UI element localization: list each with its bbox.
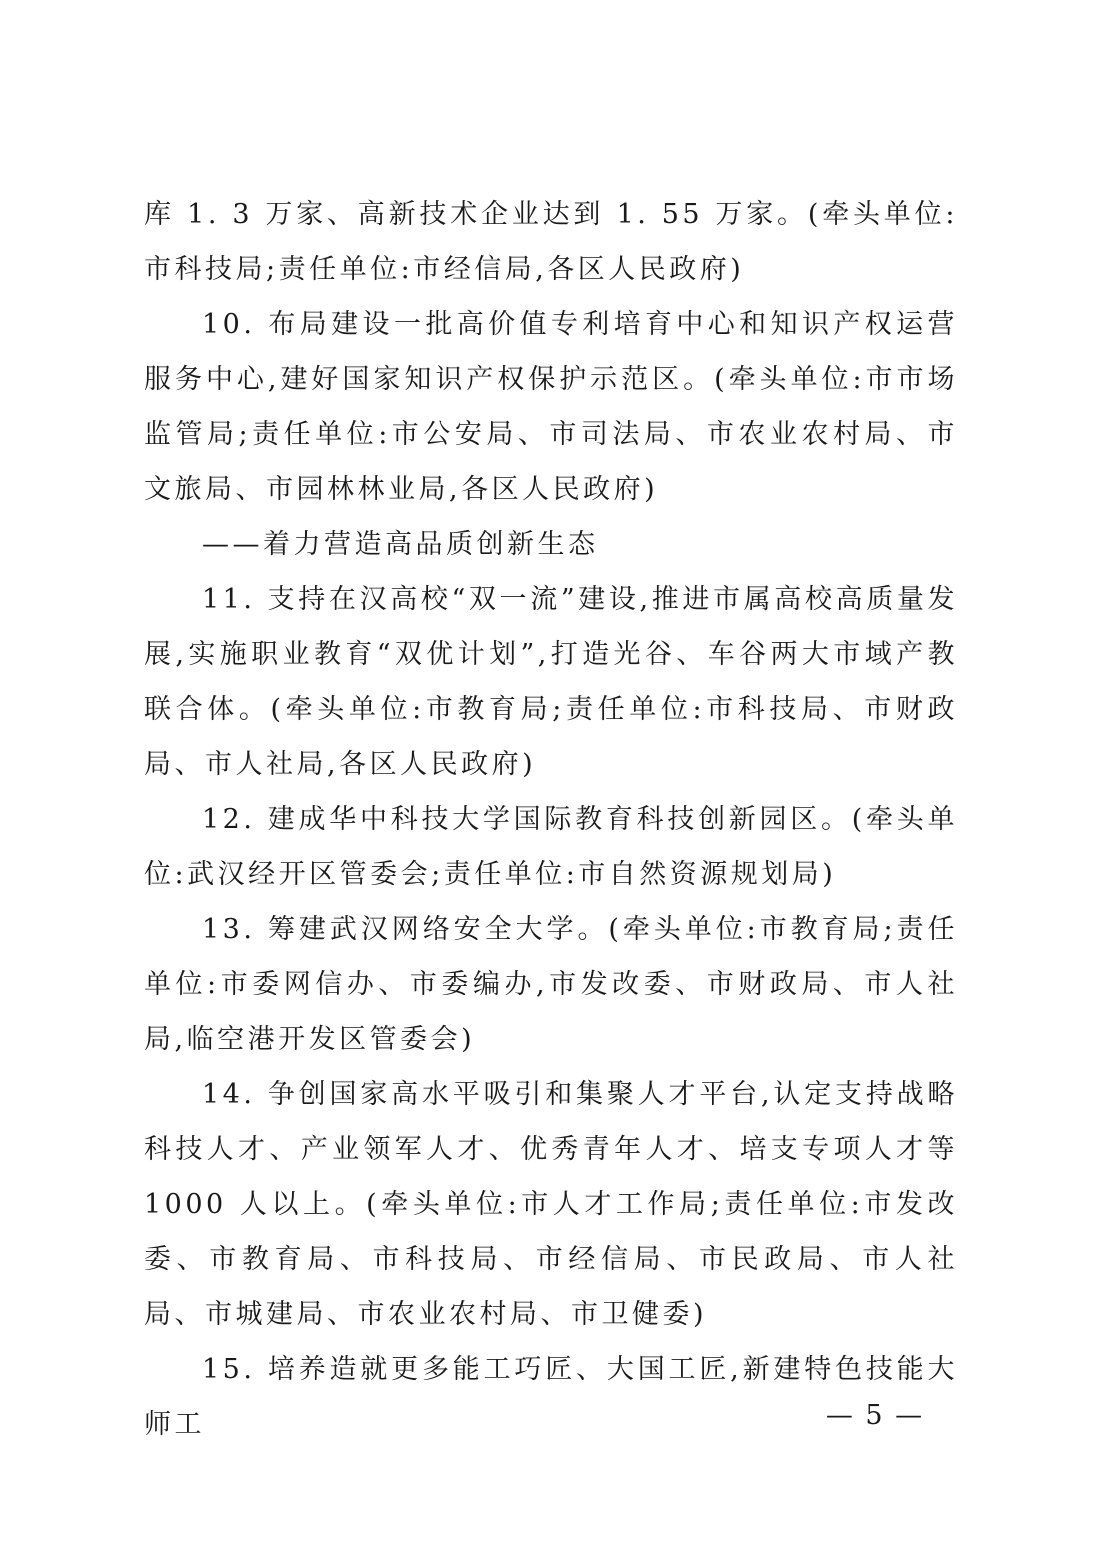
document-body (144, 187, 958, 1452)
paragraph-item-13: 13. 筹建武汉网络安全大学。(牵头单位:市教育局;责任单位:市委网信办、市委编办,市发改委、市财政局、市人社局,临空港开发区管委会) (144, 914, 958, 1055)
paragraph-item-12: 12. 建成华中科技大学国际教育科技创新园区。(牵头单位:武汉经开区管委会;责任单位:市自然资源规划局) (144, 804, 958, 890)
paragraph-continuation: 库 1. 3 万家、高新技术企业达到 1. 55 万家。(牵头单位:市科技局;责任单位:市经信局,各区人民政府) (144, 199, 958, 285)
paragraph-item-11: 11. 支持在汉高校“双一流”建设,推进市属高校高质量发展,实施职业教育“双优计划”,打造光谷、车谷两大市域产教联合体。(牵头单位:市教育局;责任单位:市科技局、市财政局、市人社局,各区人民政府) (144, 584, 958, 780)
paragraph-item-14: 14. 争创国家高水平吸引和集聚人才平台,认定支持战略科技人才、产业领军人才、优秀青年人才、培支专项人才等 1000 人以上。(牵头单位:市人才工作局;责任单位:市发改委、市教育局、市科技局、市经信局、市民政局、市人社局、市城建局、市农业农村局、市卫健委) (144, 1079, 958, 1330)
page-number: — 5 — (825, 1400, 925, 1431)
paragraph-item-15: 15. 培养造就更多能工巧匠、大国工匠,新建特色技能大师工 (144, 1354, 958, 1440)
paragraph-item-10: 10. 布局建设一批高价值专利培育中心和知识产权运营服务中心,建好国家知识产权保护示范区。(牵头单位:市市场监管局;责任单位:市公安局、市司法局、市农业农村局、市文旅局、市园林林业局,各区人民政府) (144, 309, 958, 505)
section-heading: ——着力营造高品质创新生态 (202, 529, 599, 560)
